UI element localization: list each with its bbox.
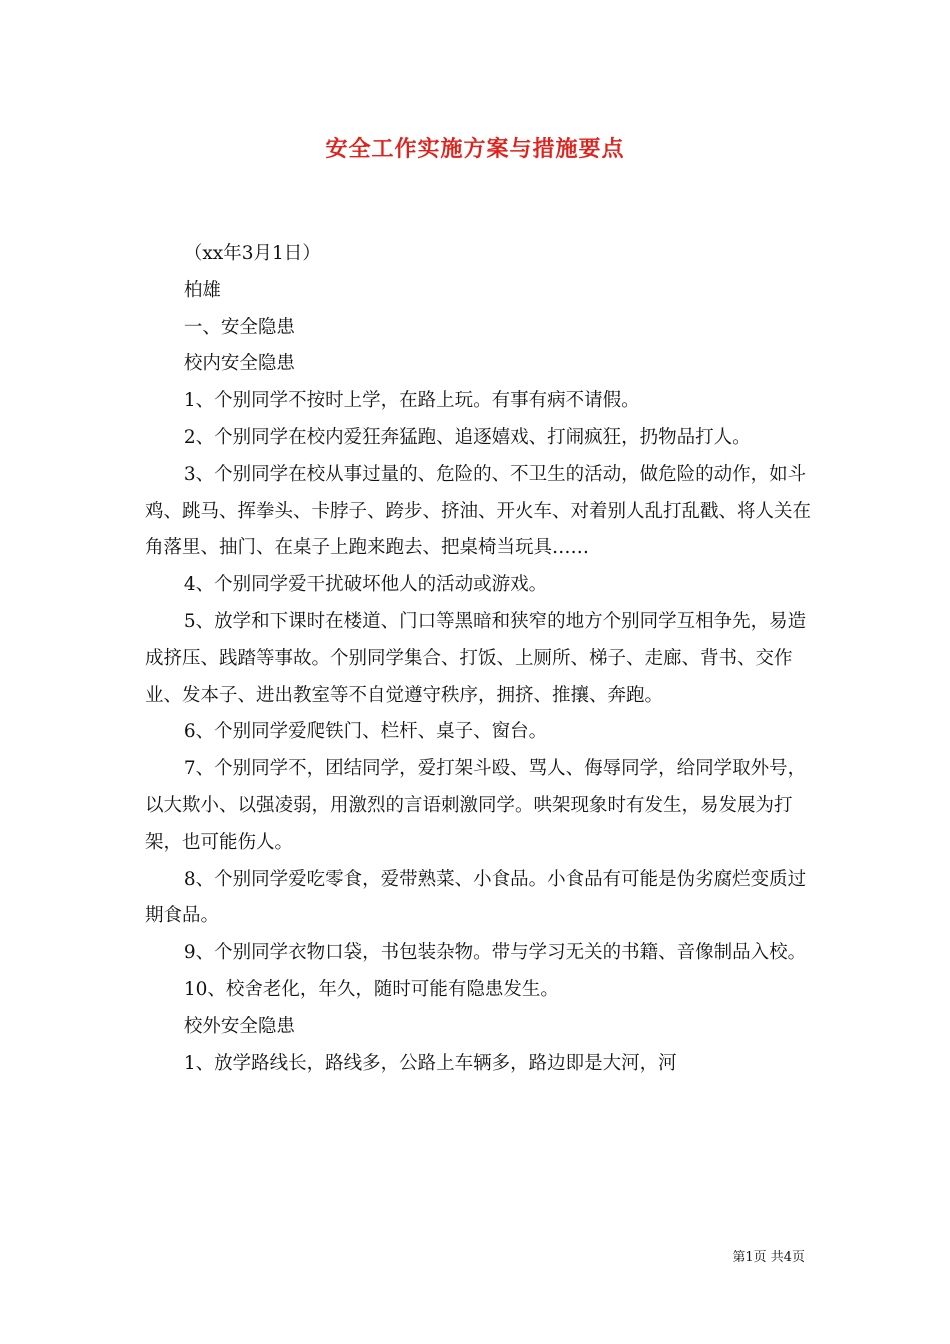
paragraph: 4、个别同学爱干扰破坏他人的活动或游戏。	[183, 574, 548, 596]
page-number: 第1页 共4页	[732, 1250, 805, 1265]
paragraph: 1、个别同学不按时上学，在路上玩。有事有病不请假。	[183, 390, 640, 412]
subsection-heading: 校外安全隐患	[183, 1015, 295, 1037]
paragraph: 9、个别同学衣物口袋，书包装杂物。带与学习无关的书籍、音像制品入校。	[183, 942, 807, 964]
subsection-heading: 校内安全隐患	[183, 353, 295, 375]
paragraph: 3、个别同学在校从事过量的、危险的、不卫生的活动，做危险的动作，如斗鸡、跳马、挥拳头、卡脖子、跨步、挤油、开火车、对着别人乱打乱戳、将人关在角落里、抽门、在桌子上跑来跑去、把桌椅当玩具……	[145, 463, 812, 559]
document-body	[145, 236, 813, 1082]
paragraph: 6、个别同学爱爬铁门、栏杆、桌子、窗台。	[183, 721, 548, 743]
section-heading: 一、安全隐患	[183, 316, 295, 338]
paragraph: 5、放学和下课时在楼道、门口等黑暗和狭窄的地方个别同学互相争先，易造成挤压、践踏等事故。个别同学集合、打饭、上厕所、梯子、走廊、背书、交作业、发本子、进出教室等不自觉遵守秩序，拥挤、推攘、奔跑。	[145, 610, 807, 706]
paragraph: 1、放学路线长，路线多，公路上车辆多，路边即是大河，河	[183, 1052, 677, 1074]
paragraph: 10、校舍老化，年久，随时可能有隐患发生。	[183, 978, 559, 1000]
date-line: （xx年3月1日）	[183, 243, 321, 264]
paragraph: 2、个别同学在校内爱狂奔猛跑、追逐嬉戏、打闹疯狂，扔物品打人。	[183, 426, 751, 448]
document-title: 安全工作实施方案与措施要点	[325, 136, 625, 162]
paragraph: 8、个别同学爱吃零食，爱带熟菜、小食品。小食品有可能是伪劣腐烂变质过期食品。	[145, 868, 807, 927]
author-line: 柏雄	[183, 279, 221, 301]
paragraph: 7、个别同学不，团结同学，爱打架斗殴、骂人、侮辱同学，给同学取外号，以大欺小、以强凌弱，用激烈的言语刺激同学。哄架现象时有发生，易发展为打架，也可能伤人。	[145, 758, 807, 853]
